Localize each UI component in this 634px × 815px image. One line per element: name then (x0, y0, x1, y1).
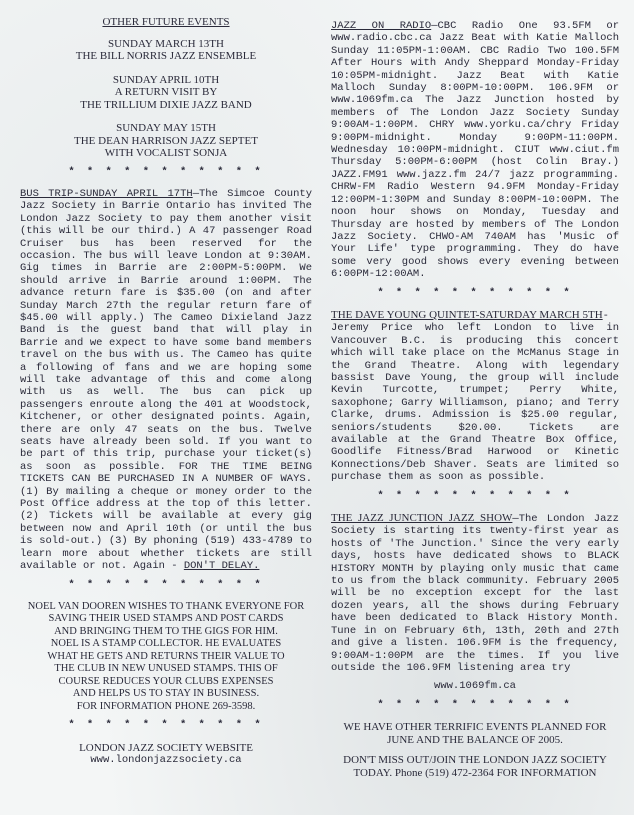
dave-young-heading-suffix: - (602, 309, 609, 322)
event-band: THE BILL NORRIS JAZZ ENSEMBLE (75, 50, 257, 62)
stamps-line: FOR INFORMATION PHONE 269-3598. (76, 700, 256, 712)
jazz-junction-article (331, 512, 619, 674)
event-note: WITH VOCALIST SONJA (104, 147, 228, 159)
dave-young-body: Jeremy Price who left London to live in Vancouver B.C. is producing this concert which will take place on the McManus Stage in the Grand Theatre. Along with legendary bassist Dave Young, the group will include Kevin Turcotte, trumpet; Perry White, saxophone; Garry Williamson, piano; and Terry Clarke, drums. Admission is $25.00 regular, seniors/students $20.00. Tickets are available at the Grand Theatre Box Office, Goodlife Fitness/Brad Harwood or Kinetic Konnections/Deb Shaver. Seats are limited so purchase them as soon as possible. (331, 322, 619, 484)
stamps-notice (20, 601, 312, 714)
separator: * * * * * * * * * * * (68, 578, 264, 591)
event-date: SUNDAY APRIL 10TH (112, 73, 220, 86)
radio-heading: JAZZ ON RADIO (331, 20, 432, 32)
separator: * * * * * * * * * * * (377, 489, 573, 502)
stamps-line: NOEL IS A STAMP COLLECTOR. HE EVALUATES (50, 638, 282, 650)
radio-article (331, 20, 619, 281)
separator: * * * * * * * * * * * (68, 719, 264, 732)
jazz-junction-url[interactable]: www.1069fm.ca (434, 680, 516, 693)
jazz-junction-body: —The London Jazz Society is starting its twenty-first year as hosts of 'The Junction.' Since the very early days, hosts have dedicated shows to BLACK HISTORY MONTH by playing only music that came to us from the black community. February 2005 will be no exception except for the last dozen years, all the shows during February have been dedicated to Black History Month. Tune in on February 6th, 13th, 20th and 27th and give a listen. 106.9FM is the frequency, 9:00AM-1:00PM are the times. If you live outside the 106.9FM listening area try (331, 513, 619, 674)
bus-trip-closing: DON'T DELAY. (183, 560, 260, 573)
bus-trip-heading: BUS TRIP-SUNDAY APRIL 17TH (20, 187, 193, 200)
terrific-events (331, 721, 619, 746)
stamps-line: AND BRINGING THEM TO THE GIGS FOR HIM. (54, 625, 278, 637)
stamps-line: NOEL VAN DOOREN WISHES TO THANK EVERYONE FOR (27, 600, 305, 612)
separator: * * * * * * * * * * * (68, 165, 264, 178)
left-column (20, 16, 312, 767)
event-note: A RETURN VISIT BY (114, 86, 218, 98)
event-date: SUNDAY MARCH 13TH (108, 37, 224, 50)
bus-trip-article (20, 188, 312, 573)
event-band: THE DEAN HARRISON JAZZ SEPTET (74, 134, 258, 147)
event-1 (20, 38, 312, 63)
events-title: OTHER FUTURE EVENTS (102, 16, 230, 28)
stamps-line: THE CLUB IN NEW UNUSED STAMPS. THIS OF (54, 663, 278, 675)
dave-young-heading: THE DAVE YOUNG QUINTET-SATURDAY MARCH 5TH (331, 308, 603, 321)
bus-trip-body: —The Simcoe County Jazz Society in Barrie Ontario has invited The London Jazz Society to pay them another visit (this will be our third.) A 47 passenger Road Cruiser bus has been reserved for the occasion. The bus will leave London at 9:30AM. Gig times in Barrie are 2:00PM-5:00PM. We should arrive in Barrie around 1:00PM. The advance return fare is $35.00 (on and after Sunday March 27th the regular return fare of $45.00 will apply.) The Cameo Dixieland Jazz Band is the guest band that will play in Barrie and we expect to have some band members travel on the bus with us. The Cameo has quite a following of fans and we are hoping some will take advantage of this and come along with us as well. The bus can pick up passengers enroute along the 401 at Woodstock, Kitchener, or other designated points. Again, there are only 47 seats on the bus. Twelve seats have already been sold. If you want to be part of this trip, purchase your ticket(s) as soon as possible. FOR THE TIME BEING TICKETS CAN BE PURCHASED IN A NUMBER OF WAYS. (1) By mailing a cheque or money order to the Post Office address at the top of this letter. (2) Tickets will be available at every gig between now and April 10th (or until the bus is sold-out.) (3) By phoning (519) 433-4789 to learn more about whether tickets are still available or not. Again - (20, 187, 313, 573)
stamps-line: WHAT HE GETS AND RETURNS THEIR VALUE TO (47, 650, 285, 662)
stamps-line: SAVING THEIR USED STAMPS AND POST CARDS (48, 613, 284, 625)
event-2 (20, 74, 312, 112)
stamps-line: AND HELPS US TO STAY IN BUSINESS. (72, 688, 260, 700)
website-block (20, 742, 312, 767)
event-band: THE TRILLIUM DIXIE JAZZ BAND (80, 98, 252, 111)
radio-body: —CBC Radio One 93.5FM or www.radio.cbc.ca Jazz Beat with Katie Malloch Sunday 11:05PM-1:00AM. CBC Radio Two 100.5FM After Hours with Andy Sheppard Monday-Friday 10:05PM-midnight. Jazz Beat with Katie Malloch Sunday 8:00PM-10:00PM. 106.9FM or www.1069fm.ca The Jazz Junction hosted by members of The London Jazz Society Sunday 9:00AM-1:00PM. CHRY www.yorku.ca/chry Friday 9:00PM-midnight. Monday 9:00PM-11:00PM. Wednesday 10:00PM-midnight. CIUT www.ciut.fm Thursday 5:00PM-6:00PM (host Colin Bray.) JAZZ.FM91 www.jazz.fm 24/7 jazz programming. CHRW-FM Radio Western 94.9FM Monday-Friday 12:00PM-1:30PM and Sunday 8:00PM-10:00PM. The noon hour shows on Monday, Tuesday and Thursday are hosted by members of The London Jazz Society. CHWO-AM 740AM has 'Music of Your Life' type programming. They do have some very good shows every evening between 6:00PM-12:00AM. (331, 20, 619, 281)
event-date: SUNDAY MAY 15TH (116, 122, 216, 134)
join-notice (331, 754, 619, 779)
separator: * * * * * * * * * * * (377, 286, 573, 299)
terrific-line: WE HAVE OTHER TERRIFIC EVENTS PLANNED FOR (343, 721, 607, 734)
join-line: TODAY. Phone (519) 472-2364 FOR INFORMATION (353, 766, 597, 779)
website-label: LONDON JAZZ SOCIETY WEBSITE (79, 741, 253, 754)
separator: * * * * * * * * * * * (377, 698, 573, 711)
jazz-junction-heading: THE JAZZ JUNCTION JAZZ SHOW (331, 512, 513, 525)
terrific-line: JUNE AND THE BALANCE OF 2005. (387, 733, 563, 746)
stamps-line: COURSE REDUCES YOUR CLUBS EXPENSES (58, 675, 274, 687)
dave-young-article (331, 309, 619, 484)
right-column (331, 20, 619, 779)
join-line: DON'T MISS OUT/JOIN THE LONDON JAZZ SOCIETY (343, 754, 607, 767)
website-url[interactable]: www.londonjazzsociety.ca (90, 754, 242, 767)
event-3 (20, 122, 312, 160)
